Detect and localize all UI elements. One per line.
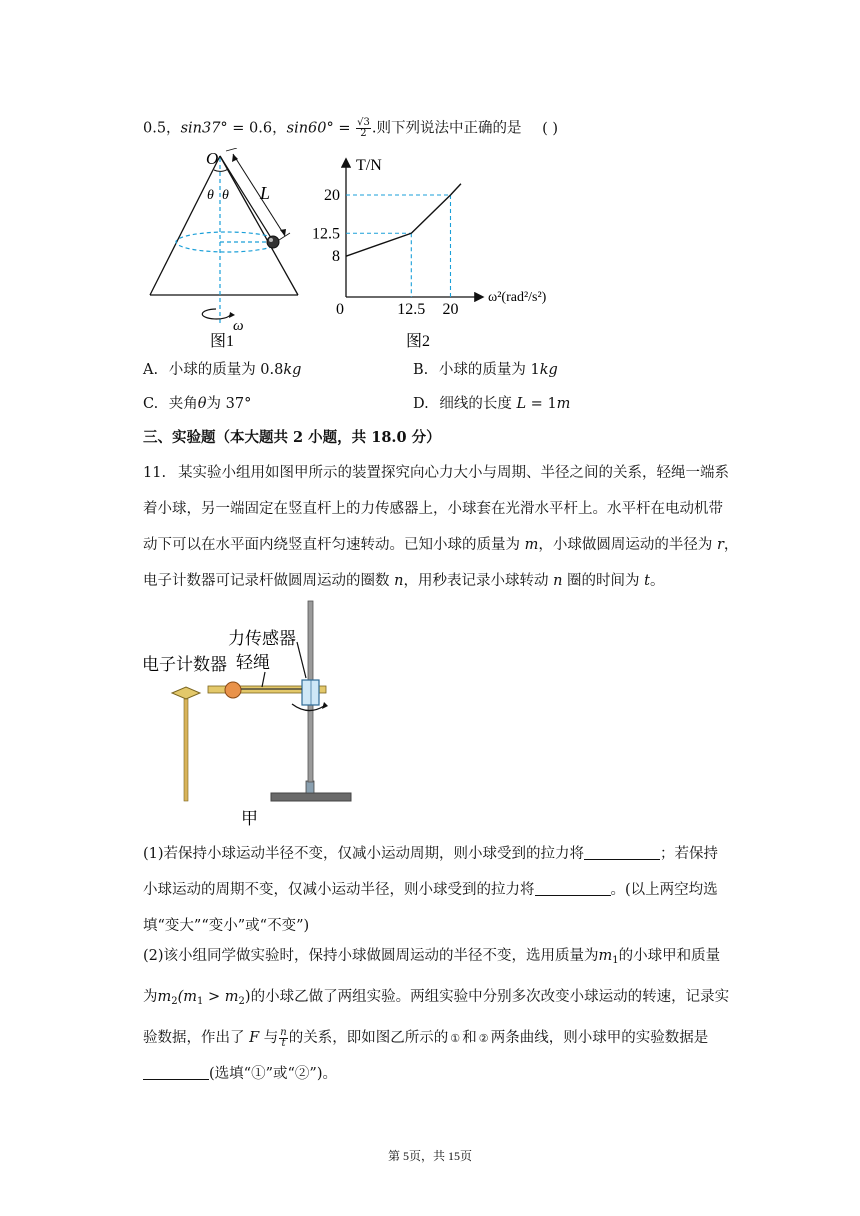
symbol-r: r	[716, 537, 724, 553]
x-axis-label: ω²(rad²/s²)	[488, 290, 547, 305]
length-dimension	[233, 154, 285, 236]
x-tick-label: 20	[442, 301, 459, 318]
part-2-line-2	[143, 979, 743, 1020]
option-a-unit: kg	[283, 362, 302, 378]
answer-blank-1[interactable]	[584, 845, 660, 860]
option-d[interactable]	[413, 394, 570, 414]
q11-line-3-c: ，	[723, 537, 739, 553]
y-tick-label: 12.5	[312, 225, 340, 243]
sin37-term: sin37°	[180, 120, 228, 137]
stand-base	[271, 793, 351, 801]
answer-blank-3[interactable]	[143, 1065, 209, 1080]
symbol-F: F	[249, 1030, 260, 1046]
part-2-h: 和	[462, 1030, 477, 1046]
curve-2-marker: ②	[478, 1032, 489, 1045]
label-L: L	[260, 183, 271, 203]
figure-2-chart	[310, 148, 580, 353]
part-2-g: 的关系，即如图乙所示的	[288, 1030, 449, 1046]
option-2-symbol: ②	[294, 1066, 310, 1082]
symbol-n-2: n	[553, 573, 563, 589]
part-2-f: 与	[259, 1030, 279, 1046]
cond-sub-1: 1	[197, 996, 204, 1007]
q11-line-1-text: 某实验小组用如图甲所示的装置探究向心力大小与周期、半径之间的关系，轻绳一端系	[178, 465, 730, 481]
option-a[interactable]	[143, 360, 301, 380]
symbol-m: m	[524, 537, 539, 553]
y-tick-label: 8	[332, 248, 340, 266]
page-footer: 第 5页，共 15页	[387, 1149, 472, 1163]
sin60-term: sin60°	[286, 120, 334, 137]
symbol-t: t	[644, 573, 650, 589]
option-d-text: 细线的长度	[439, 396, 517, 412]
option-c-text: 夹角	[168, 396, 198, 412]
apparatus-caption: 甲	[241, 809, 258, 828]
rotation-arrow	[202, 309, 230, 319]
part-2-i: 两条曲线，则小球甲的实验数据是	[490, 1030, 709, 1046]
figure-1-caption: 图1	[210, 333, 235, 350]
part-2-b: 的小球甲和质量	[618, 948, 721, 964]
part-1-c: 小球运动的周期不变，仅减小运动半径，则小球受到的拉力将	[143, 882, 535, 898]
q11-line-4-a: 电子计数器可记录杆做圆周运动的圈数	[143, 573, 395, 589]
figure-2-caption: 图2	[406, 333, 431, 350]
n-over-t	[279, 1028, 287, 1049]
label-force-sensor: 力传感器	[228, 629, 296, 648]
label-counter: 电子计数器	[142, 655, 227, 674]
cond-open: (m	[177, 989, 198, 1005]
q11-line-3-b: ，小球做圆周运动的半径为	[538, 537, 717, 553]
apparatus-figure	[140, 598, 400, 830]
counter-post	[184, 699, 188, 801]
option-c-value: 为 37°	[206, 396, 252, 412]
dim-arrow-bottom	[280, 229, 286, 236]
option-d-unit: m	[556, 396, 571, 412]
sqrt3-over-2	[356, 118, 371, 139]
sin37-value: = 0.6，	[227, 120, 287, 137]
part-2-l: ”)。	[309, 1066, 337, 1082]
intro-suffix: .则下列说法中正确的是	[371, 120, 522, 137]
q11-line-4-c: 圈的时间为	[562, 573, 645, 589]
intro-prefix: 0.5，	[143, 120, 181, 137]
q11-line-1	[143, 455, 743, 491]
cone-right-side	[220, 156, 298, 295]
q11-line-3-text: 动下可以在水平面内绕竖直杆匀速转动。已知小球的质量为	[143, 537, 525, 553]
ball	[267, 236, 279, 248]
option-d-L: L	[516, 396, 527, 412]
option-1-symbol: ①	[251, 1066, 266, 1082]
label-O: O	[206, 149, 219, 168]
figure-1-cone	[140, 148, 310, 353]
option-c[interactable]	[143, 394, 251, 414]
option-d-letter: D.	[413, 396, 429, 412]
part-1-b: ；若保持	[660, 846, 719, 862]
q11-line-2: 着小球，另一端固定在竖直杆上的力传感器上，小球套在光滑水平杆上。水平杆在电动机带	[143, 501, 723, 517]
cone-left-side	[150, 156, 220, 295]
symbol-n: n	[394, 573, 404, 589]
part-1-line-2	[143, 872, 743, 908]
y-tick-label: 20	[324, 187, 340, 204]
option-c-letter: C.	[143, 396, 159, 412]
frac-numerator: √3	[357, 117, 370, 128]
option-b[interactable]	[413, 360, 558, 380]
curve-1-marker: ①	[450, 1032, 461, 1045]
option-a-letter: A.	[143, 362, 159, 378]
data-segment-2	[450, 184, 460, 195]
question-11-text	[143, 455, 743, 599]
option-c-theta: θ	[197, 396, 207, 412]
label-omega: ω	[233, 318, 244, 334]
part-2-k: ”或“	[265, 1066, 295, 1082]
part-2-d: 的小球乙做了两组实验。两组实验中分别多次改变小球运动的转速，记录实	[250, 989, 730, 1005]
answer-paren: ( )	[542, 120, 559, 137]
cond-gt: > m	[203, 989, 239, 1005]
part-2-line-3	[143, 1020, 743, 1056]
symbol-m1: m	[598, 948, 613, 964]
part-2-a: (2)该小组同学做实验时，保持小球做圆周运动的半径不变，选用质量为	[143, 948, 599, 964]
label-rope: 轻绳	[236, 653, 270, 672]
part-2-e: 验数据，作出了	[143, 1030, 250, 1046]
q11-line-4-d: 。	[649, 573, 665, 589]
option-b-letter: B.	[413, 362, 429, 378]
part-1-line-3: 填“变大”“变小”或“不变”)	[143, 918, 310, 934]
part-1-line-1	[143, 836, 743, 872]
option-b-text: 小球的质量为 1	[438, 362, 540, 378]
part-2-text	[143, 938, 743, 1092]
question-intro-line	[143, 118, 558, 139]
part-1-d: 。(以上两空均选	[610, 882, 718, 898]
label-theta-right: θ	[222, 188, 229, 203]
symbol-m1-sub: 1	[612, 955, 619, 966]
section-3-heading: 三、实验题（本大题共 2 小题，共 18.0 分）	[143, 429, 441, 446]
part-2-line-1	[143, 938, 743, 979]
cond-close: )	[244, 989, 251, 1005]
q11-line-4	[143, 563, 743, 599]
symbol-m2-sub: 2	[171, 996, 178, 1007]
frac-denominator: 2	[360, 128, 367, 139]
data-segment-1	[411, 195, 450, 233]
answer-blank-2[interactable]	[535, 881, 611, 896]
option-d-value: = 1	[526, 396, 557, 412]
part-1-text	[143, 836, 743, 944]
option-a-text: 小球的质量为 0.8	[168, 362, 284, 378]
part-1-a: (1)若保持小球运动半径不变，仅减小运动周期，则小球受到的拉力将	[143, 846, 585, 862]
frac-n: n	[280, 1026, 287, 1038]
part-2-c: 为	[143, 989, 158, 1005]
q11-line-4-b: ，用秒表记录小球转动	[403, 573, 554, 589]
apparatus-ball	[225, 682, 241, 698]
q11-number: 11.	[143, 465, 167, 481]
part-2-j: (选填“	[209, 1066, 252, 1082]
label-theta-left: θ	[207, 188, 214, 203]
y-axis-label: T/N	[356, 157, 382, 174]
origin-label: 0	[336, 301, 344, 318]
force-sensor	[302, 680, 319, 705]
symbol-m2: m	[157, 989, 172, 1005]
electronic-counter	[172, 687, 200, 699]
theta-arc	[214, 169, 228, 171]
option-b-unit: kg	[539, 362, 558, 378]
cond-sub-2: 2	[238, 996, 245, 1007]
data-segment-0	[346, 233, 411, 256]
q11-line-3	[143, 527, 743, 563]
equals: =	[333, 120, 356, 137]
part-2-line-4	[143, 1056, 743, 1092]
x-tick-label: 12.5	[397, 301, 426, 318]
frac-t: t	[281, 1037, 286, 1049]
